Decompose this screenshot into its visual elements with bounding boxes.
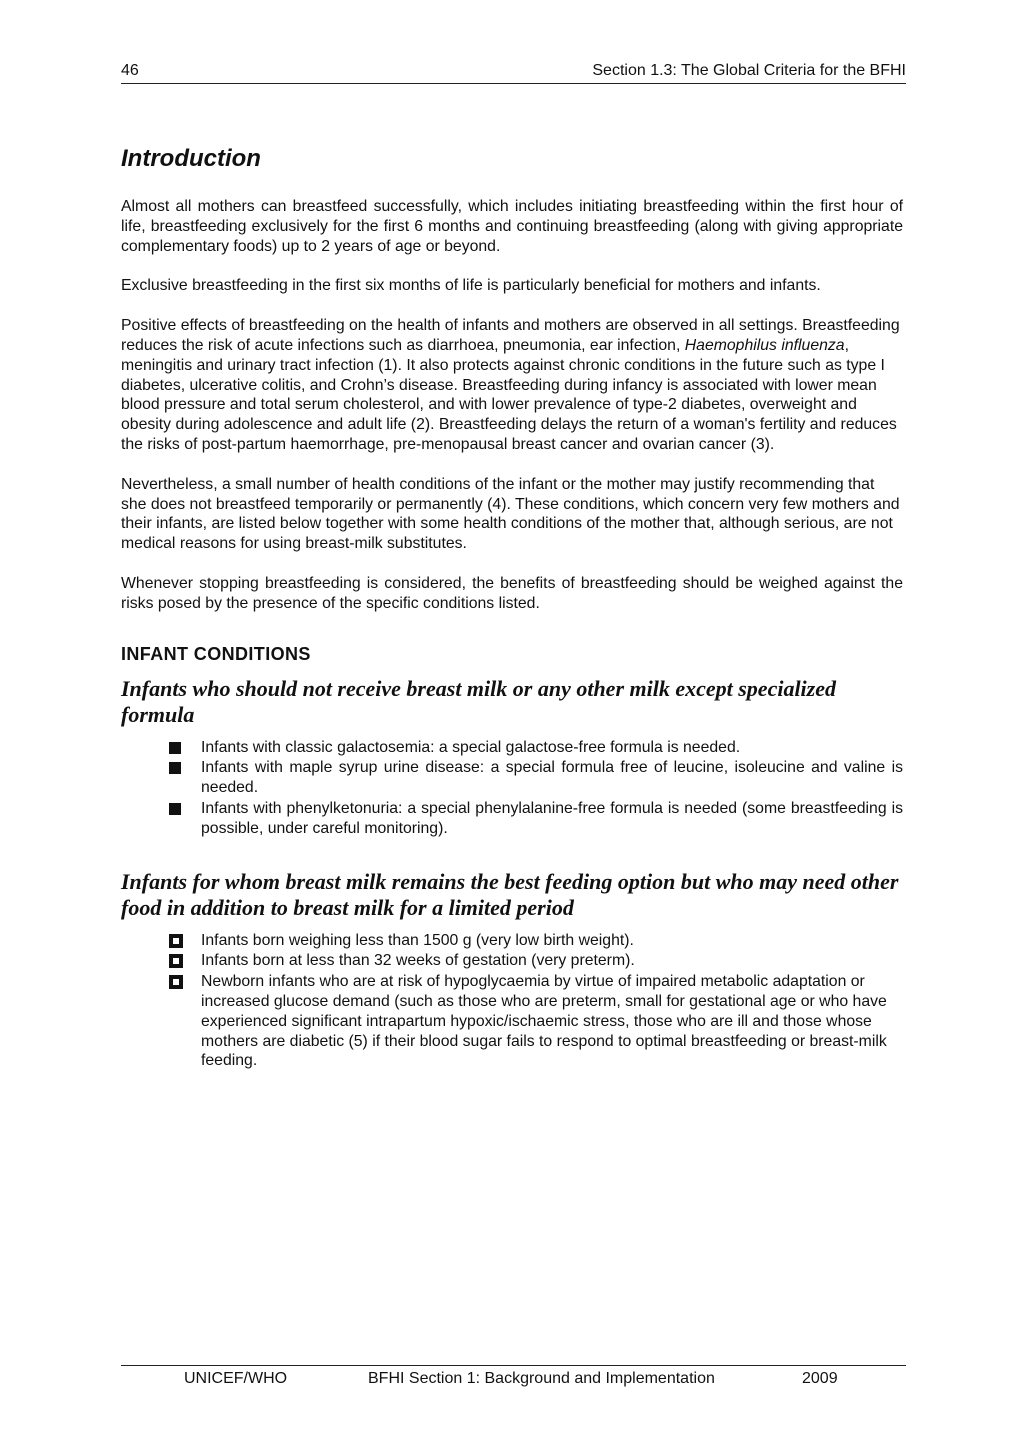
list-item-text: Infants born weighing less than 1500 g (very low birth weight). <box>201 931 634 949</box>
list-item-text: Infants with maple syrup urine disease: a special formula free of leucine, isoleucine and valine is needed. <box>201 759 903 797</box>
paragraph-text: Positive effects of breastfeeding on the health of infants and mothers are observed in all settings. Breastfeeding reduces the risk of acute infections such as diarrhoea, pneumonia, ear infection, <box>121 317 900 354</box>
intro-paragraph-3 <box>121 316 903 455</box>
square-bullet-icon <box>169 742 181 754</box>
intro-paragraph-1: Almost all mothers can breastfeed successfully, which includes initiating breastfeeding within the first hour of life, breastfeeding exclusively for the first 6 months and continuing breastfeeding (along with giving appropriate complementary foods) up to 2 years of age or beyond. <box>121 198 903 255</box>
page-title: Introduction <box>121 145 261 172</box>
intro-paragraph-5: Whenever stopping breastfeeding is considered, the benefits of breastfeeding should be weighed against the risks posed by the presence of the specific conditions listed. <box>121 574 903 612</box>
paragraph-text: , meningitis and urinary tract infection (1). It also protects against chronic conditions in the future such as type I diabetes, ulcerative colitis, and Crohn’s disease. Breastfeeding during infancy is associated with lower mean blood pressure and total serum cholesterol, and with lower prevalence of type-2 diabetes, overweight and obesity during adolescence and adult life (2). Breastfeeding delays the return of a woman's fertility and reduces the risks of post-partum haemorrhage, pre-menopausal breast cancer and ovarian cancer (3). <box>121 336 897 453</box>
list-item <box>121 758 903 798</box>
list-item-text: Infants with phenylketonuria: a special phenylalanine-free formula is needed (some breastfeeding is possible, under careful monitoring). <box>201 799 903 837</box>
footer-publisher: UNICEF/WHO <box>184 1370 288 1387</box>
square-bullet-icon <box>169 762 181 774</box>
page-number: 46 <box>121 62 139 79</box>
footer-divider <box>121 1365 906 1366</box>
list-item <box>121 738 903 758</box>
footer-year: 2009 <box>802 1370 838 1387</box>
italic-organism-name: Haemophilus influenza <box>684 336 845 354</box>
subsection-heading-2: Infants for whom breast milk remains the best feeding option but who may need other food in addition to breast milk for a limited period <box>121 868 899 920</box>
subsection-heading-1: Infants who should not receive breast milk or any other milk except specialized formula <box>121 675 836 727</box>
section-heading: INFANT CONDITIONS <box>121 643 311 664</box>
list-item <box>121 931 903 951</box>
hollow-square-bullet-icon <box>169 975 183 989</box>
list-item <box>121 972 903 1071</box>
hollow-square-bullet-icon <box>169 954 183 968</box>
list-item-text: Infants born at less than 32 weeks of gestation (very preterm). <box>201 952 635 970</box>
page-header <box>121 60 906 82</box>
list-item <box>121 799 903 839</box>
bullet-list-1 <box>121 738 903 839</box>
bullet-list-2 <box>121 931 903 1072</box>
footer-document-title: BFHI Section 1: Background and Implementation <box>368 1370 715 1387</box>
list-item <box>121 951 903 971</box>
header-divider <box>121 83 906 84</box>
list-item-text: Infants with classic galactosemia: a special galactose-free formula is needed. <box>201 738 741 756</box>
square-bullet-icon <box>169 803 181 815</box>
intro-paragraph-2: Exclusive breastfeeding in the first six months of life is particularly beneficial for mothers and infants. <box>121 277 821 295</box>
intro-paragraph-4: Nevertheless, a small number of health conditions of the infant or the mother may justify recommending that she does not breastfeed temporarily or permanently (4). These conditions, which concern very few mothers and their infants, are listed below together with some health conditions of the mother that, although serious, are not medical reasons for using breast-milk substitutes. <box>121 475 900 553</box>
main-content <box>121 197 903 1072</box>
hollow-square-bullet-icon <box>169 934 183 948</box>
list-item-text: Newborn infants who are at risk of hypoglycaemia by virtue of impaired metabolic adaptation or increased glucose demand (such as those who are preterm, small for gestational age or who have experienced significant intrapartum hypoxic/ischaemic stress, those who are ill and those whose mothers are diabetic (5) if their blood sugar fails to respond to optimal breastfeeding or breast-milk feeding. <box>201 973 887 1070</box>
section-title: Section 1.3: The Global Criteria for the BFHI <box>592 62 906 79</box>
